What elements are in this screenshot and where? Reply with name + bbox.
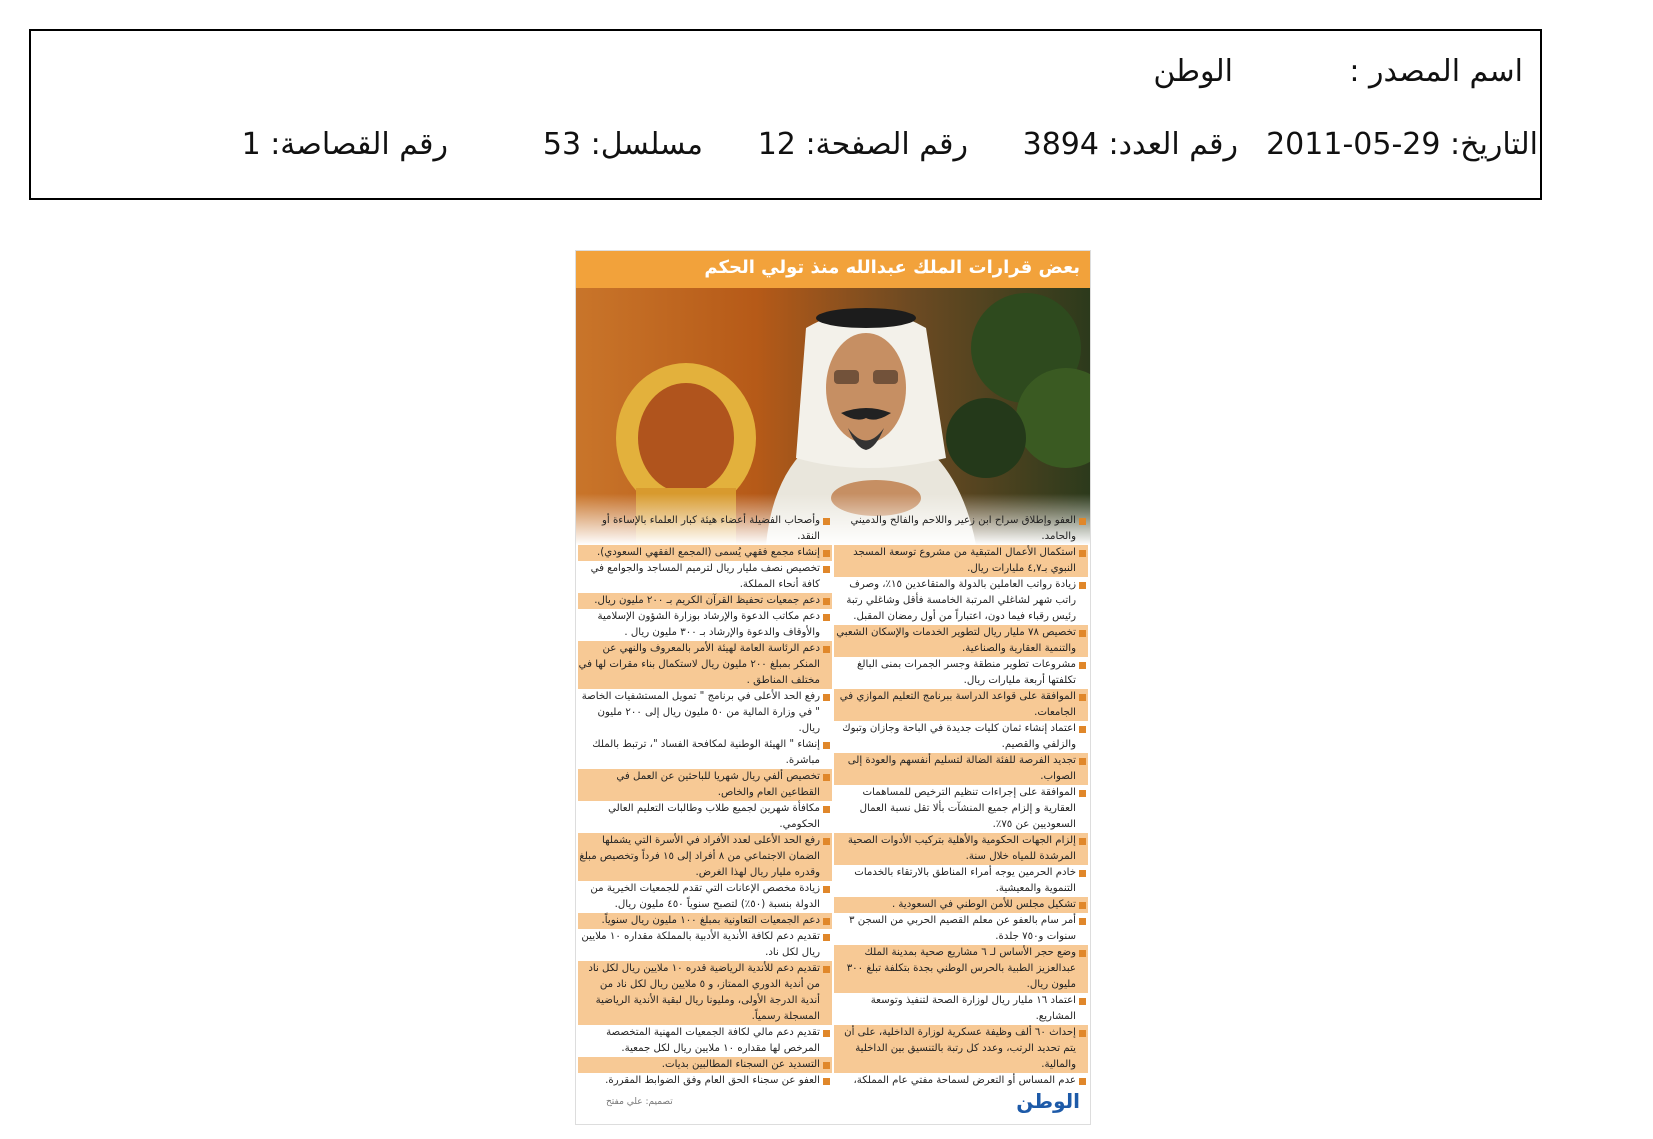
decision-item: [578, 961, 832, 1025]
bullet-square-icon: [823, 1078, 830, 1085]
photo-illustration: [576, 288, 1090, 545]
bullet-square-icon: [823, 1030, 830, 1037]
bullet-square-icon: [823, 1062, 830, 1069]
bullet-square-icon: [823, 598, 830, 605]
bullet-square-icon: [823, 806, 830, 813]
decision-item: [834, 785, 1088, 833]
decision-text: اعتماد إنشاء ثمان كليات جديدة في الباحة وجازان وتبوك والزلفي والقصيم.: [842, 723, 1076, 750]
decision-text: مكافأة شهرين لجميع طلاب وطالبات التعليم العالي الحكومي.: [608, 803, 820, 830]
decision-item: [578, 929, 832, 961]
decision-item: [834, 865, 1088, 897]
decision-item: [834, 657, 1088, 689]
decision-item: [834, 913, 1088, 945]
bullet-square-icon: [1079, 662, 1086, 669]
bullet-square-icon: [1079, 950, 1086, 957]
decision-item: [834, 577, 1088, 625]
bullet-square-icon: [823, 886, 830, 893]
decision-text: تجديد الفرصة للفئة الضالة لتسليم أنفسهم والعودة إلى الصواب.: [847, 755, 1076, 782]
decision-item: [578, 1025, 832, 1057]
decision-text: العفو عن سجناء الحق العام وفق الضوابط المقررة.: [605, 1075, 820, 1086]
decision-text: زيادة مخصص الإعانات التي تقدم للجمعيات الخيرية من الدولة بنسبة (٥٠٪) لتصبح سنوياً ٤٥٠ مليون ريال.: [590, 883, 820, 910]
decision-text: رفع الحد الأعلى في برنامج " تمويل المستشفيات الخاصة " في وزارة المالية من ٥٠ مليون ريال إلى ٢٠٠ مليون ريال.: [581, 691, 820, 734]
decision-item: [578, 1057, 832, 1073]
decision-item: [578, 881, 832, 913]
design-credit: تصميم: علي مفتح: [606, 1097, 673, 1107]
bullet-square-icon: [1079, 1078, 1086, 1085]
bullet-square-icon: [823, 918, 830, 925]
decision-text: زيادة رواتب العاملين بالدولة والمتقاعدين ١٥٪، وصرف راتب شهر لشاغلي المرتبة الخامسة فأقل وشاغلي رتبة رئيس رقباء فيما دون، اعتباراً من أول رمضان المقبل.: [846, 579, 1076, 622]
decision-text: استكمال الأعمال المتبقية من مشروع توسعة المسجد النبوي بـ٤,٧ مليارات ريال.: [853, 547, 1076, 574]
decision-item: [834, 833, 1088, 865]
metadata-box: [29, 29, 1542, 200]
decision-text: عدم المساس أو التعرض لسماحة مفتي عام المملكة،: [853, 1075, 1076, 1086]
decision-item: [578, 769, 832, 801]
decision-item: [834, 753, 1088, 785]
bullet-square-icon: [1079, 630, 1086, 637]
bullet-square-icon: [1079, 758, 1086, 765]
king-photo: [576, 288, 1090, 545]
decision-text: دعم الرئاسة العامة لهيئة الأمر بالمعروف والنهي عن المنكر بمبلغ ٢٠٠ مليون ريال لاستكمال بناء مقرات لها في مختلف المناطق .: [578, 643, 820, 686]
decision-text: دعم مكاتب الدعوة والإرشاد بوزارة الشؤون الإسلامية والأوقاف والدعوة والإرشاد بـ ٣٠٠ مليون ريال .: [597, 611, 820, 638]
decision-item: [834, 545, 1088, 577]
decision-item: [834, 1073, 1088, 1089]
bullet-square-icon: [1079, 902, 1086, 909]
decision-item: [578, 609, 832, 641]
decision-item: [834, 625, 1088, 657]
left-column: [578, 513, 832, 1089]
decision-text: تخصيص ٧٨ مليار ريال لتطوير الخدمات والإسكان الشعبي والتنمية العقارية والصناعية.: [836, 627, 1076, 654]
decision-text: تخصيص نصف مليار ريال لترميم المساجد والجوامع في كافة أنحاء المملكة.: [590, 563, 820, 590]
bullet-square-icon: [823, 934, 830, 941]
decision-text: دعم جمعيات تحفيظ القرآن الكريم بـ ٢٠٠ مليون ريال.: [594, 595, 820, 606]
decision-text: الموافقة على قواعد الدراسة ببرنامج التعليم الموازي في الجامعات.: [839, 691, 1076, 718]
decision-text: تقديم دعم للأندية الرياضية قدره ١٠ ملايين ريال لكل ناد من أندية الدوري الممتاز، و ٥ ملايين ريال لكل ناد من أندية الدرجة الأولى، ومليونا ريال لبقية الأندية الرياضية المسجلة رسمياً.: [588, 963, 820, 1022]
decision-item: [578, 513, 832, 545]
bullet-square-icon: [1079, 726, 1086, 733]
bullet-square-icon: [823, 694, 830, 701]
clip-field: رقم القصاصة: 1: [241, 127, 448, 162]
bullet-square-icon: [823, 614, 830, 621]
decision-text: التسديد عن السجناء المطالبين بديات.: [661, 1059, 820, 1070]
bullet-square-icon: [1079, 518, 1086, 525]
bullet-square-icon: [823, 518, 830, 525]
decision-text: إنشاء " الهيئة الوطنية لمكافحة الفساد "، ترتبط بالملك مباشرة.: [592, 739, 820, 766]
bullet-square-icon: [823, 646, 830, 653]
decision-text: اعتماد ١٦ مليار ريال لوزارة الصحة لتنفيذ وتوسعة المشاريع.: [870, 995, 1076, 1022]
issue-field: رقم العدد: 3894: [1022, 127, 1238, 162]
bullet-square-icon: [823, 550, 830, 557]
decision-item: [578, 737, 832, 769]
decision-text: أمر سام بالعفو عن معلم القصيم الحربي من السجن ٣ سنوات و٧٥٠ جلدة.: [848, 915, 1076, 942]
decision-text: تقديم دعم مالي لكافة الجمعيات المهنية المتخصصة المرخص لها مقداره ١٠ ملايين ريال لكل جمعية.: [606, 1027, 820, 1054]
decision-item: [834, 1025, 1088, 1073]
decision-item: [578, 689, 832, 737]
bullet-square-icon: [823, 566, 830, 573]
date-field: التاريخ: 29-05-2011: [1266, 127, 1538, 162]
bullet-square-icon: [1079, 550, 1086, 557]
page-field: رقم الصفحة: 12: [757, 127, 968, 162]
bullet-square-icon: [1079, 838, 1086, 845]
serial-field: مسلسل: 53: [542, 127, 703, 162]
alwatan-logo: الوطن: [1016, 1089, 1080, 1113]
decision-text: تخصيص ألفي ريال شهريا للباحثين عن العمل في القطاعين العام والخاص.: [616, 771, 820, 798]
bullet-square-icon: [1079, 790, 1086, 797]
decision-text: رفع الحد الأعلى لعدد الأفراد في الأسرة التي يشملها الضمان الاجتماعي من ٨ أفراد إلى ١٥ فرداً وتخصيص مبلغ وقدره مليار ريال لهذا الغرض.: [579, 835, 820, 878]
decision-text: إحداث ٦٠ ألف وظيفة عسكرية لوزارة الداخلية، على أن يتم تحديد الرتب، وعدد كل رتبة بالتنسيق بين الداخلية والمالية.: [844, 1027, 1076, 1070]
bullet-square-icon: [1079, 870, 1086, 877]
decision-text: تشكيل مجلس للأمن الوطني في السعودية .: [891, 899, 1076, 910]
clipping-title: بعض قرارات الملك عبدالله منذ تولي الحكم: [704, 257, 1080, 278]
bullet-square-icon: [823, 774, 830, 781]
decision-text: الموافقة على إجراءات تنظيم الترخيص للمساهمات العقارية و إلزام جميع المنشآت بألا تقل نسبة العمال السعوديين عن ٧٥٪.: [859, 787, 1076, 830]
decision-item: [578, 833, 832, 881]
decision-item: [578, 545, 832, 561]
bullet-square-icon: [1079, 998, 1086, 1005]
decision-text: دعم الجمعيات التعاونية بمبلغ ١٠٠ مليون ريال سنوياً.: [601, 915, 820, 926]
decision-item: [578, 1073, 832, 1089]
decision-item: [834, 897, 1088, 913]
decision-item: [834, 993, 1088, 1025]
bullet-square-icon: [1079, 694, 1086, 701]
decision-item: [834, 721, 1088, 753]
decision-text: وضع حجر الأساس لـ ٦ مشاريع صحية بمدينة الملك عبدالعزيز الطبية بالحرس الوطني بجدة بتكلفة تبلغ ٣٠٠ مليون ريال.: [846, 947, 1076, 990]
decision-text: خادم الحرمين يوجه أمراء المناطق بالارتقاء بالخدمات التنموية والمعيشية.: [854, 867, 1076, 894]
decision-text: إلزام الجهات الحكومية والأهلية بتركيب الأدوات الصحية المرشدة للمياه خلال سنة.: [847, 835, 1076, 862]
newspaper-clipping: [575, 250, 1091, 1125]
bullet-square-icon: [1079, 1030, 1086, 1037]
decision-text: العفو وإطلاق سراح ابن زعير واللاحم والفالح والدميني والحامد.: [850, 515, 1076, 542]
decision-text: تقديم دعم لكافة الأندية الأدبية بالمملكة مقداره ١٠ ملايين ريال لكل ناد.: [581, 931, 820, 958]
decision-item: [834, 945, 1088, 993]
decision-text: إنشاء مجمع فقهي يُسمى (المجمع الفقهي السعودي).: [597, 547, 820, 558]
decision-item: [834, 513, 1088, 545]
bullet-square-icon: [823, 966, 830, 973]
source-label: اسم المصدر :: [1349, 54, 1523, 89]
source-value: الوطن: [1153, 54, 1233, 89]
decision-item: [834, 689, 1088, 721]
bullet-square-icon: [1079, 582, 1086, 589]
decision-item: [578, 641, 832, 689]
bullet-square-icon: [1079, 918, 1086, 925]
clipping-title-bar: [576, 251, 1090, 288]
decision-item: [578, 801, 832, 833]
decision-item: [578, 561, 832, 593]
decision-item: [578, 913, 832, 929]
right-column: [834, 513, 1088, 1089]
decision-text: مشروعات تطوير منطقة وجسر الجمرات بمنى البالغ تكلفتها أربعة مليارات ريال.: [856, 659, 1076, 686]
bullet-square-icon: [823, 742, 830, 749]
decision-item: [578, 593, 832, 609]
bullet-square-icon: [823, 838, 830, 845]
decision-text: وأصحاب الفضيلة أعضاء هيئة كبار العلماء بالإساءة أو النقد.: [601, 515, 820, 542]
